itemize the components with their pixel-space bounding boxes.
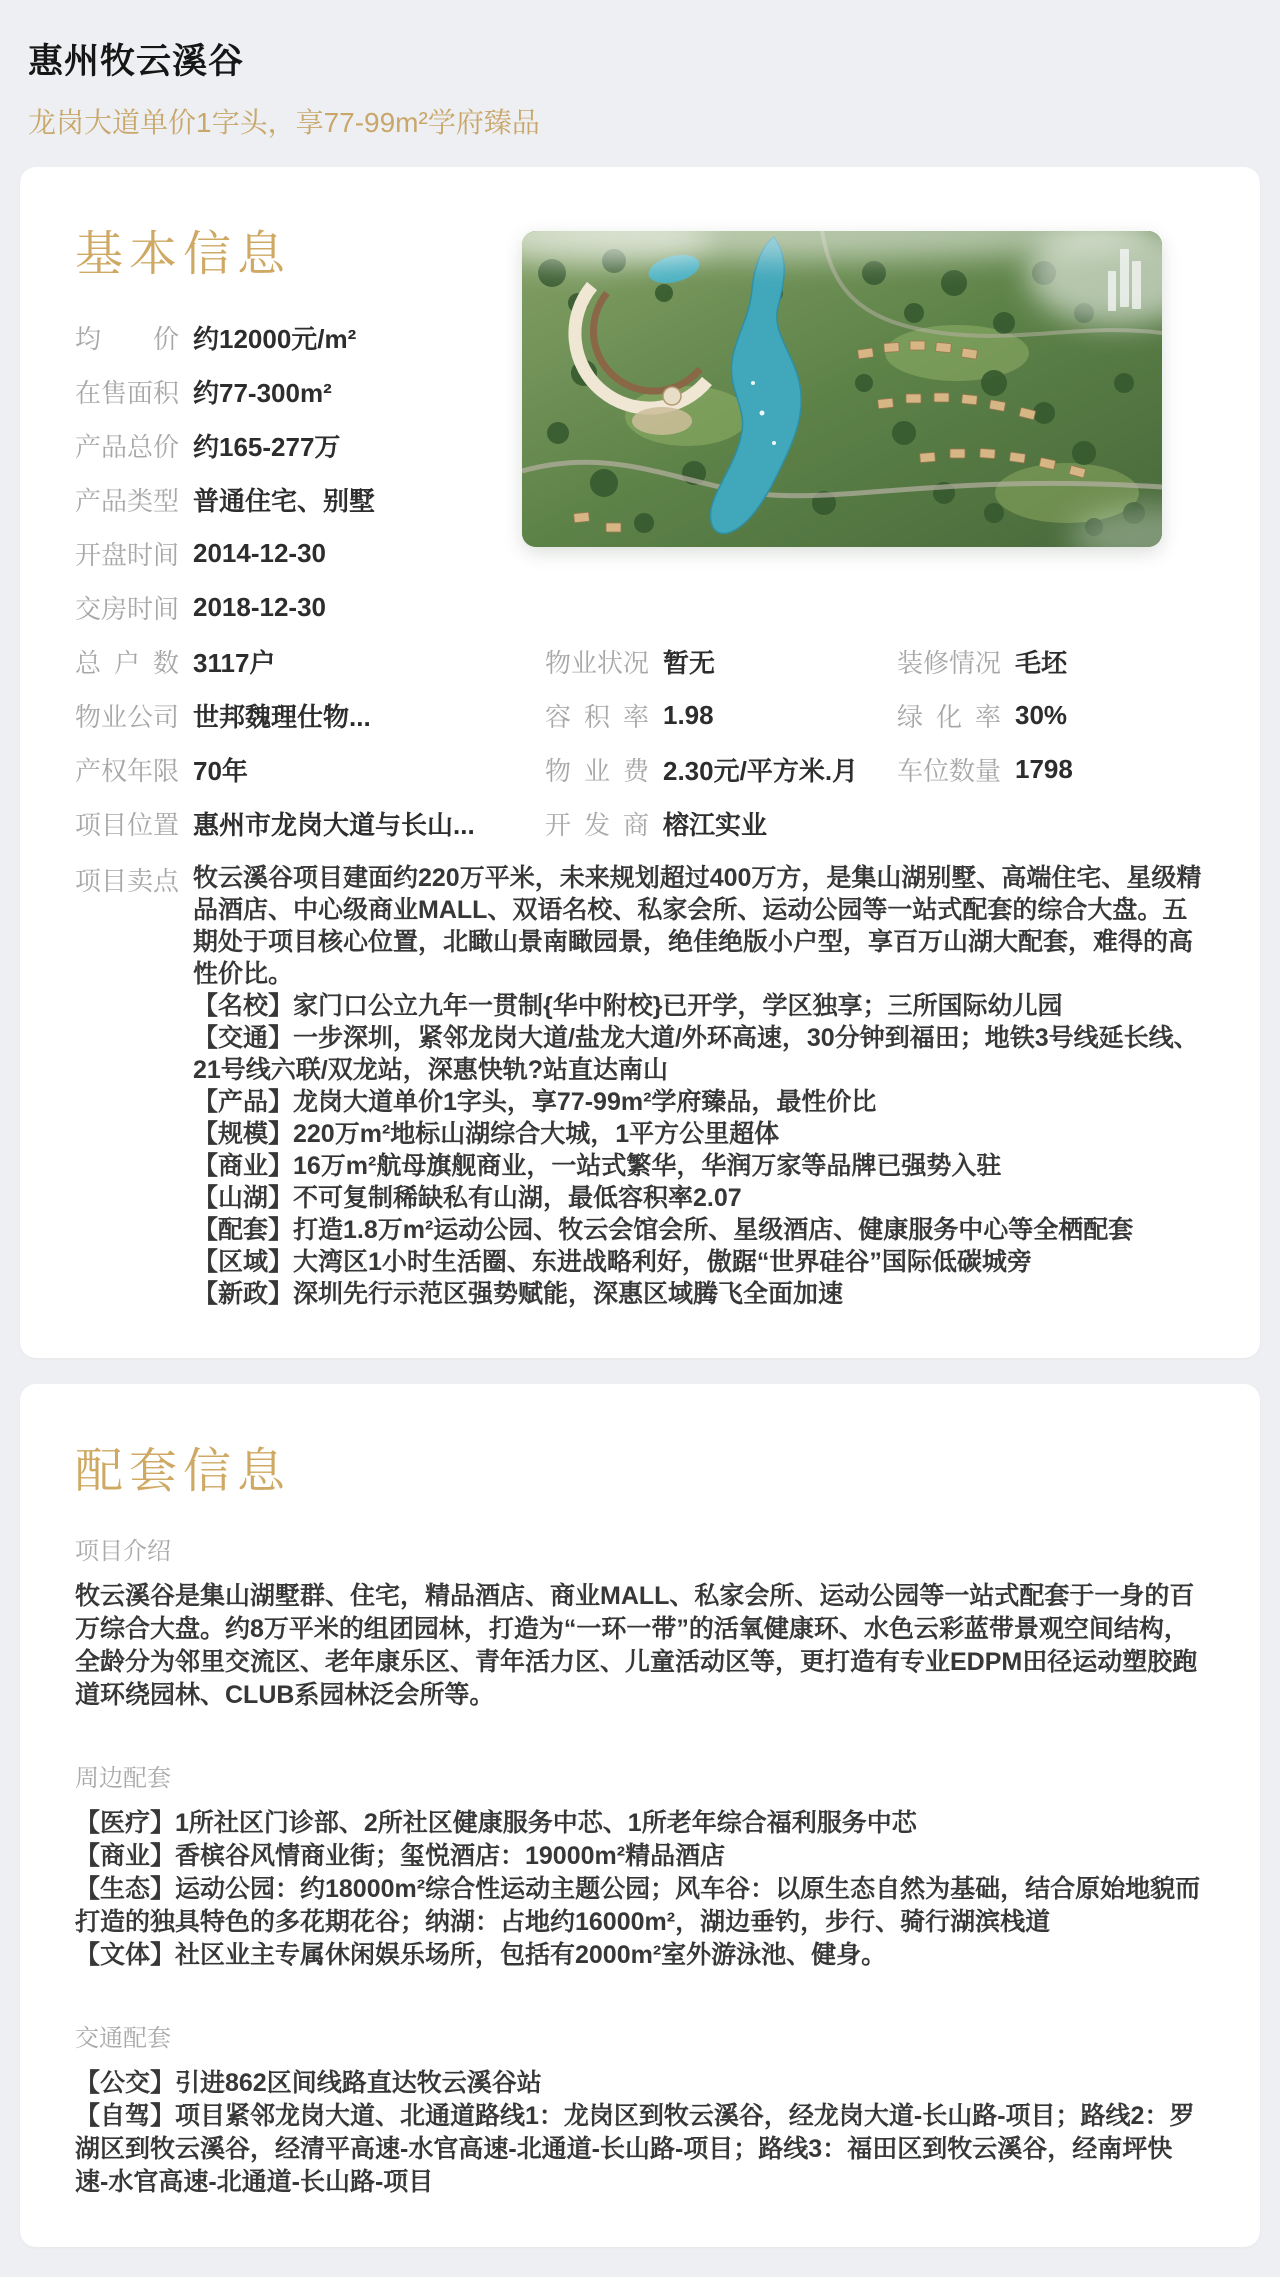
page-title: 惠州牧云溪谷: [28, 42, 245, 81]
section-line: 【公交】引进862区间线路直达牧云溪谷站: [75, 2069, 542, 2097]
info-value: 2018-12-30: [193, 591, 326, 622]
info-row-product-type: [75, 472, 522, 526]
selling-points-label: 项目卖点: [75, 866, 180, 896]
info-label: 物业公司: [75, 701, 180, 732]
info-row-total-price: [75, 418, 522, 472]
info-label: 物业状况: [545, 647, 650, 678]
section-line: 【商业】香槟谷风情商业街；玺悦酒店：19000m²精品酒店: [75, 1842, 726, 1870]
info-cell: [545, 751, 897, 788]
info-label: 物业费: [545, 755, 649, 786]
section-line: 【医疗】1所社区门诊部、2所社区健康服务中芯、1所老年综合福利服务中芯: [75, 1809, 917, 1837]
info-value: 30%: [1015, 699, 1068, 730]
selling-points-row: [75, 862, 1205, 1310]
selling-point: 【规模】220万m²地标山湖综合大城，1平方公里超体: [193, 1120, 780, 1148]
info-grid-row: [75, 688, 1205, 742]
section-surrounding-facilities: [75, 1758, 1205, 1972]
selling-point: 【山湖】不可复制稀缺私有山湖，最低容积率2.07: [193, 1184, 742, 1212]
basic-info-heading: 基本信息: [75, 228, 292, 281]
selling-intro: 牧云溪谷项目建面约220万平米，未来规划超过400万方，是集山湖别墅、高端住宅、星级精品酒店、中心级商业MALL、双语名校、私家会所、运动公园等一站式配套的综合大盘。五期处于项目核心位置，北瞰山景南瞰园景，绝佳绝版小户型，享百万山湖大配套，难得的高性价比。: [193, 864, 1202, 988]
info-label: 开盘时间: [75, 539, 180, 570]
info-value: 约165-277万: [193, 431, 341, 462]
info-label: 在售面积: [75, 377, 180, 408]
info-cell: [897, 697, 1205, 734]
info-value: 2014-12-30: [193, 537, 326, 568]
info-value: 约77-300m²: [193, 377, 332, 408]
section-text: [75, 1580, 1205, 1712]
info-label: 产品类型: [75, 485, 180, 516]
selling-point: 【区域】大湾区1小时生活圈、东进战略利好，傲踞“世界硅谷”国际低碳城旁: [193, 1248, 1032, 1276]
basic-info-grid: [75, 634, 1205, 850]
section-line: 【生态】运动公园：约18000m²综合性运动主题公园；风车谷：以原生态自然为基础，结合原始地貌而打造的独具特色的多花期花谷；纳湖：占地约16000m²，湖边垂钓，步行、骑行湖滨栈道: [75, 1875, 1201, 1936]
section-transport-facilities: [75, 2018, 1205, 2199]
facility-info-heading: 配套信息: [75, 1445, 292, 1498]
info-value: 1798: [1015, 753, 1073, 784]
basic-info-card: [20, 167, 1260, 1358]
selling-point: 【配套】打造1.8万m²运动公园、牧云会馆会所、星级酒店、健康服务中心等全栖配套: [193, 1216, 1134, 1244]
info-label: 产品总价: [75, 431, 180, 462]
section-line: 牧云溪谷是集山湖墅群、住宅，精品酒店、商业MALL、私家会所、运动公园等一站式配套于一身的百万综合大盘。约8万平米的组团园林，打造为“一环一带”的活氧健康环、水色云彩蓝带景观空间结构，全龄分为邻里交流区、老年康乐区、青年活力区、儿童活动区等，更打造有专业EDPM田径运动塑胶跑道环绕园林、CLUB系园林泛会所等。: [75, 1582, 1198, 1709]
info-label: 产权年限: [75, 755, 180, 786]
info-label: 车位数量: [897, 755, 1002, 786]
basic-info-left-rows: [75, 310, 1205, 634]
info-label: 总户数: [75, 647, 179, 678]
info-value: 约12000元/m²: [193, 323, 357, 354]
section-line: 【自驾】项目紧邻龙岗大道、北通道路线1：龙岗区到牧云溪谷，经龙岗大道-长山路-项目；路线2：罗湖区到牧云溪谷，经清平高速-水官高速-北通道-长山路-项目；路线3：福田区到牧云溪谷，经南坪快速-水官高速-北通道-长山路-项目: [75, 2102, 1195, 2196]
info-cell: [545, 643, 897, 680]
info-value: 70年: [193, 755, 248, 786]
section-label: 项目介绍: [75, 1538, 171, 1565]
info-cell: [897, 751, 1205, 788]
selling-point: 【商业】16万m²航母旗舰商业，一站式繁华，华润万家等品牌已强势入驻: [193, 1152, 1002, 1180]
info-value: 普通住宅、别墅: [193, 485, 376, 516]
section-text: [75, 2067, 1205, 2199]
info-row-area: [75, 364, 522, 418]
info-row-delivery-date: [75, 580, 522, 634]
info-label: 装修情况: [897, 647, 1002, 678]
selling-point: 【产品】龙岗大道单价1字头，享77-99m²学府臻品，最性价比: [193, 1088, 877, 1116]
info-cell: [545, 697, 897, 734]
info-cell: [75, 697, 545, 734]
selling-point: 【新政】深圳先行示范区强势赋能，深惠区域腾飞全面加速: [193, 1280, 844, 1308]
info-grid-row: [75, 796, 1205, 850]
selling-point: 【名校】家门口公立九年一贯制{华中附校}已开学，学区独享；三所国际幼儿园: [193, 992, 1063, 1020]
info-grid-row: [75, 742, 1205, 796]
info-label: 项目位置: [75, 809, 180, 840]
page-header: [0, 0, 1280, 141]
section-label: 交通配套: [75, 2025, 171, 2052]
info-cell: [897, 643, 1205, 680]
selling-points-text: [193, 862, 1205, 1310]
facility-info-card: [20, 1384, 1260, 2247]
info-value: 榕江实业: [663, 809, 768, 840]
info-cell: [75, 805, 545, 842]
info-value: 惠州市龙岗大道与长山...: [193, 809, 475, 840]
info-label: 开发商: [545, 809, 649, 840]
page-subtitle: 龙岗大道单价1字头，享77-99m²学府臻品: [28, 107, 540, 138]
info-label: 均价: [75, 323, 179, 354]
info-row-price: [75, 310, 522, 364]
selling-point: 【交通】一步深圳，紧邻龙岗大道/盐龙大道/外环高速，30分钟到福田；地铁3号线延长线、21号线六联/双龙站，深惠快轨?站直达南山: [193, 1024, 1199, 1084]
section-text: [75, 1807, 1205, 1972]
info-label: 容积率: [545, 701, 649, 732]
info-label: 绿化率: [897, 701, 1001, 732]
info-value: 世邦魏理仕物...: [193, 701, 371, 732]
info-value: 2.30元/平方米.月: [663, 755, 859, 786]
info-cell: [75, 751, 545, 788]
info-grid-row: [75, 634, 1205, 688]
section-project-intro: [75, 1531, 1205, 1712]
info-cell: [75, 643, 545, 680]
info-label: 交房时间: [75, 593, 180, 624]
info-cell: [545, 805, 897, 842]
info-value: 暂无: [663, 647, 716, 678]
info-row-open-date: [75, 526, 522, 580]
section-label: 周边配套: [75, 1765, 171, 1792]
info-value: 3117户: [193, 647, 276, 678]
section-line: 【文体】社区业主专属休闲娱乐场所，包括有2000m²室外游泳池、健身。: [75, 1941, 887, 1969]
info-value: 毛坯: [1015, 647, 1068, 678]
info-value: 1.98: [663, 699, 714, 730]
